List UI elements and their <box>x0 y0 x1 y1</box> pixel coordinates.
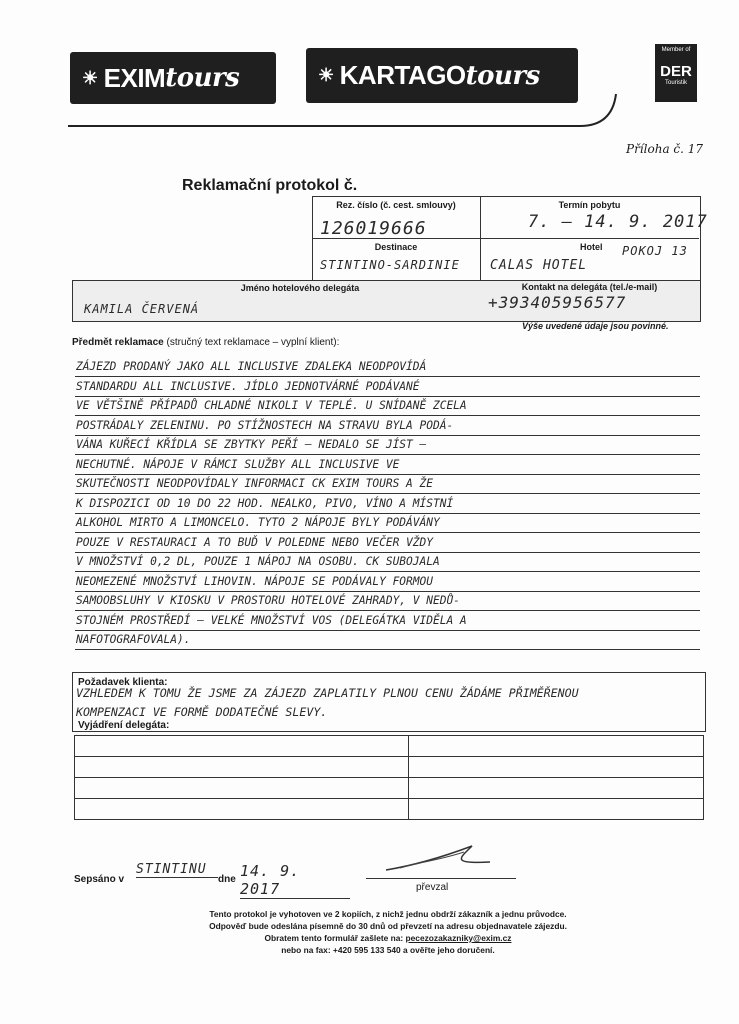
table-cell <box>75 736 409 757</box>
complaint-line: NEOMEZENÉ MNOŽSTVÍ LIHOVIN. NÁPOJE SE PODÁVALY FORMOU <box>76 574 433 588</box>
table-row <box>75 736 704 757</box>
complaint-line: K DISPOZICI OD 10 DO 22 HOD. NEALKO, PIVO, VÍNO A MÍSTNÍ <box>76 496 454 510</box>
complaint-line: NAFOTOGRAFOVALA). <box>76 633 191 646</box>
header-swoosh-line <box>60 90 630 130</box>
delegate-statement-table <box>74 735 704 820</box>
annex-label: Příloha č. 17 <box>626 142 704 156</box>
complaint-line: POSTRÁDALY ZELENINU. PO STÍŽNOSTECH NA STRAVU BYLA PODÁ- <box>76 418 454 432</box>
ruled-line <box>75 513 700 514</box>
contact-value: +393405956577 <box>488 293 627 312</box>
demand-line-1: VZHLEDEM K TOMU ŽE JSME ZA ZÁJEZD ZAPLATILY PLNOU CENU ŽÁDÁME PŘIMĚŘENOU <box>76 686 579 700</box>
term-value: 7. – 14. 9. 2017 <box>528 212 708 232</box>
complaint-line: STOJNÉM PROSTŘEDÍ – VELKÉ MNOŽSTVÍ VOS (DELEGÁTKA VIDĚLA A <box>76 613 467 627</box>
complaint-line: V MNOŽSTVÍ 0,2 DL, POUZE 1 NÁPOJ NA OSOBU. CK SUBOJALA <box>76 555 440 568</box>
received-label: převzal <box>416 882 449 893</box>
table-cell <box>409 736 704 757</box>
demand-label: Požadavek klienta: <box>78 677 168 688</box>
ruled-line <box>75 649 700 650</box>
required-note: Výše uvedené údaje jsou povinné. <box>522 321 669 331</box>
ruled-line <box>75 474 700 475</box>
delegate-statement-label: Vyjádření delegáta: <box>78 720 170 731</box>
ruled-line <box>75 493 700 494</box>
complaint-line: ZÁJEZD PRODANÝ JAKO ALL INCLUSIVE ZDALEKA NEODPOVÍDÁ <box>76 360 427 373</box>
destination-value: STINTINO-SARDINIE <box>320 258 460 272</box>
logo-exim-bold: EXIM <box>103 62 166 93</box>
destination-label: Destinace <box>374 242 418 252</box>
table-row <box>75 799 704 820</box>
table-cell <box>75 778 409 799</box>
contact-label: Kontakt na delegáta (tel./e-mail) <box>521 282 658 292</box>
hotel-label: Hotel <box>580 242 603 252</box>
complaint-label-note: (stručný text reklamace – vyplní klient): <box>166 337 340 348</box>
footer-line-2: Odpověď bude odeslána písemně do 30 dnů od převzetí na adresu objednavatele zájezdu. <box>209 921 567 931</box>
table-cell <box>409 757 704 778</box>
complaint-line: VE VĚTŠINĚ PŘÍPADŮ CHLADNÉ NIKOLI V TEPLÉ. U SNÍDANĚ ZCELA <box>76 399 467 412</box>
complaint-line: SAMOOBSLUHY V KIOSKU V PROSTORU HOTELOVÉ ZAHRADY, V NEDŮ- <box>76 594 460 607</box>
complaint-line: POUZE V RESTAURACI A TO BUĎ V POLEDNE NEBO VEČER VŽDY <box>76 535 433 549</box>
footer-line-1: Tento protokol je vyhotoven ve 2 kopiích, z nichž jednu obdrží zákazník a jednu průvodce. <box>209 909 567 919</box>
ruled-line <box>75 571 700 572</box>
complaint-label-row <box>72 337 339 348</box>
ruled-line <box>75 454 700 455</box>
member-small: Member of <box>661 47 691 53</box>
palm-icon: ☀ <box>82 67 98 88</box>
table-row <box>75 778 704 799</box>
complaint-line: VÁNA KUŘECÍ KŘÍDLA SE ZBYTKY PEŘÍ – NEDALO SE JÍST – <box>76 438 427 451</box>
complaint-line: ALKOHOL MIRTO A LIMONCELO. TYTO 2 NÁPOJE BYLY PODÁVÁNY <box>76 516 440 529</box>
signed-in-label: Sepsáno v <box>74 874 125 885</box>
ruled-line <box>75 435 700 436</box>
contract-label: Rez. číslo (č. cest. smlouvy) <box>336 200 456 210</box>
complaint-line: SKUTEČNOSTI NEODPOVÍDALY INFORMACI CK EXIM TOURS A ŽE <box>76 477 433 490</box>
protocol-title: Reklamační protokol č. <box>182 177 358 194</box>
footer-note <box>150 908 626 956</box>
member-main: DER <box>660 63 692 80</box>
complaint-line: NECHUTNÉ. NÁPOJE V RÁMCI SLUŽBY ALL INCLUSIVE VE <box>76 457 400 471</box>
complaint-label: Předmět reklamace <box>72 337 164 348</box>
demand-line-2: KOMPENZACI VE FORMĚ DODATEČNÉ SLEVY. <box>76 705 328 719</box>
footer-line-3 <box>150 932 626 944</box>
delegate-value: KAMILA ČERVENÁ <box>84 302 200 316</box>
term-label: Termín pobytu <box>558 200 621 210</box>
footer-line-4: nebo na fax: +420 595 133 540 a ověřte jeho doručení. <box>281 945 495 955</box>
ruled-line <box>75 610 700 611</box>
member-sub: Touristik <box>664 80 687 86</box>
der-touristik-logo <box>655 44 697 102</box>
hotel-value: CALAS HOTEL <box>490 258 588 273</box>
room-value: POKOJ 13 <box>622 244 688 258</box>
ruled-line <box>75 591 700 592</box>
table-cell <box>409 778 704 799</box>
logo-exim-script: tours <box>165 63 240 93</box>
table-cell <box>75 799 409 820</box>
contract-value: 126019666 <box>320 218 427 239</box>
logo-kartago-script: tours <box>465 60 540 91</box>
table-row <box>75 757 704 778</box>
logo-kartago-bold: KARTAGO <box>339 60 466 90</box>
palm-icon: ☀ <box>318 65 334 85</box>
ruled-line <box>75 552 700 553</box>
ruled-line <box>75 396 700 397</box>
date-value: 14. 9. 2017 <box>240 862 350 899</box>
ruled-line <box>75 532 700 533</box>
table-cell <box>75 757 409 778</box>
date-label: dne <box>218 874 236 885</box>
signature-mark <box>380 838 500 878</box>
signature-line <box>366 878 516 879</box>
signed-in-value: STINTINU <box>136 862 218 878</box>
footer-email-link[interactable]: pecezozakazniky@exim.cz <box>405 933 512 943</box>
complaint-line: STANDARDU ALL INCLUSIVE. JÍDLO JEDNOTVÁRNÉ PODÁVANÉ <box>76 379 420 393</box>
ruled-line <box>75 630 700 631</box>
table-cell <box>409 799 704 820</box>
footer-line-3-text: Obratem tento formulář zašlete na: <box>264 933 404 943</box>
ruled-line <box>75 415 700 416</box>
ruled-line <box>75 376 700 377</box>
delegate-label: Jméno hotelového delegáta <box>240 283 360 293</box>
